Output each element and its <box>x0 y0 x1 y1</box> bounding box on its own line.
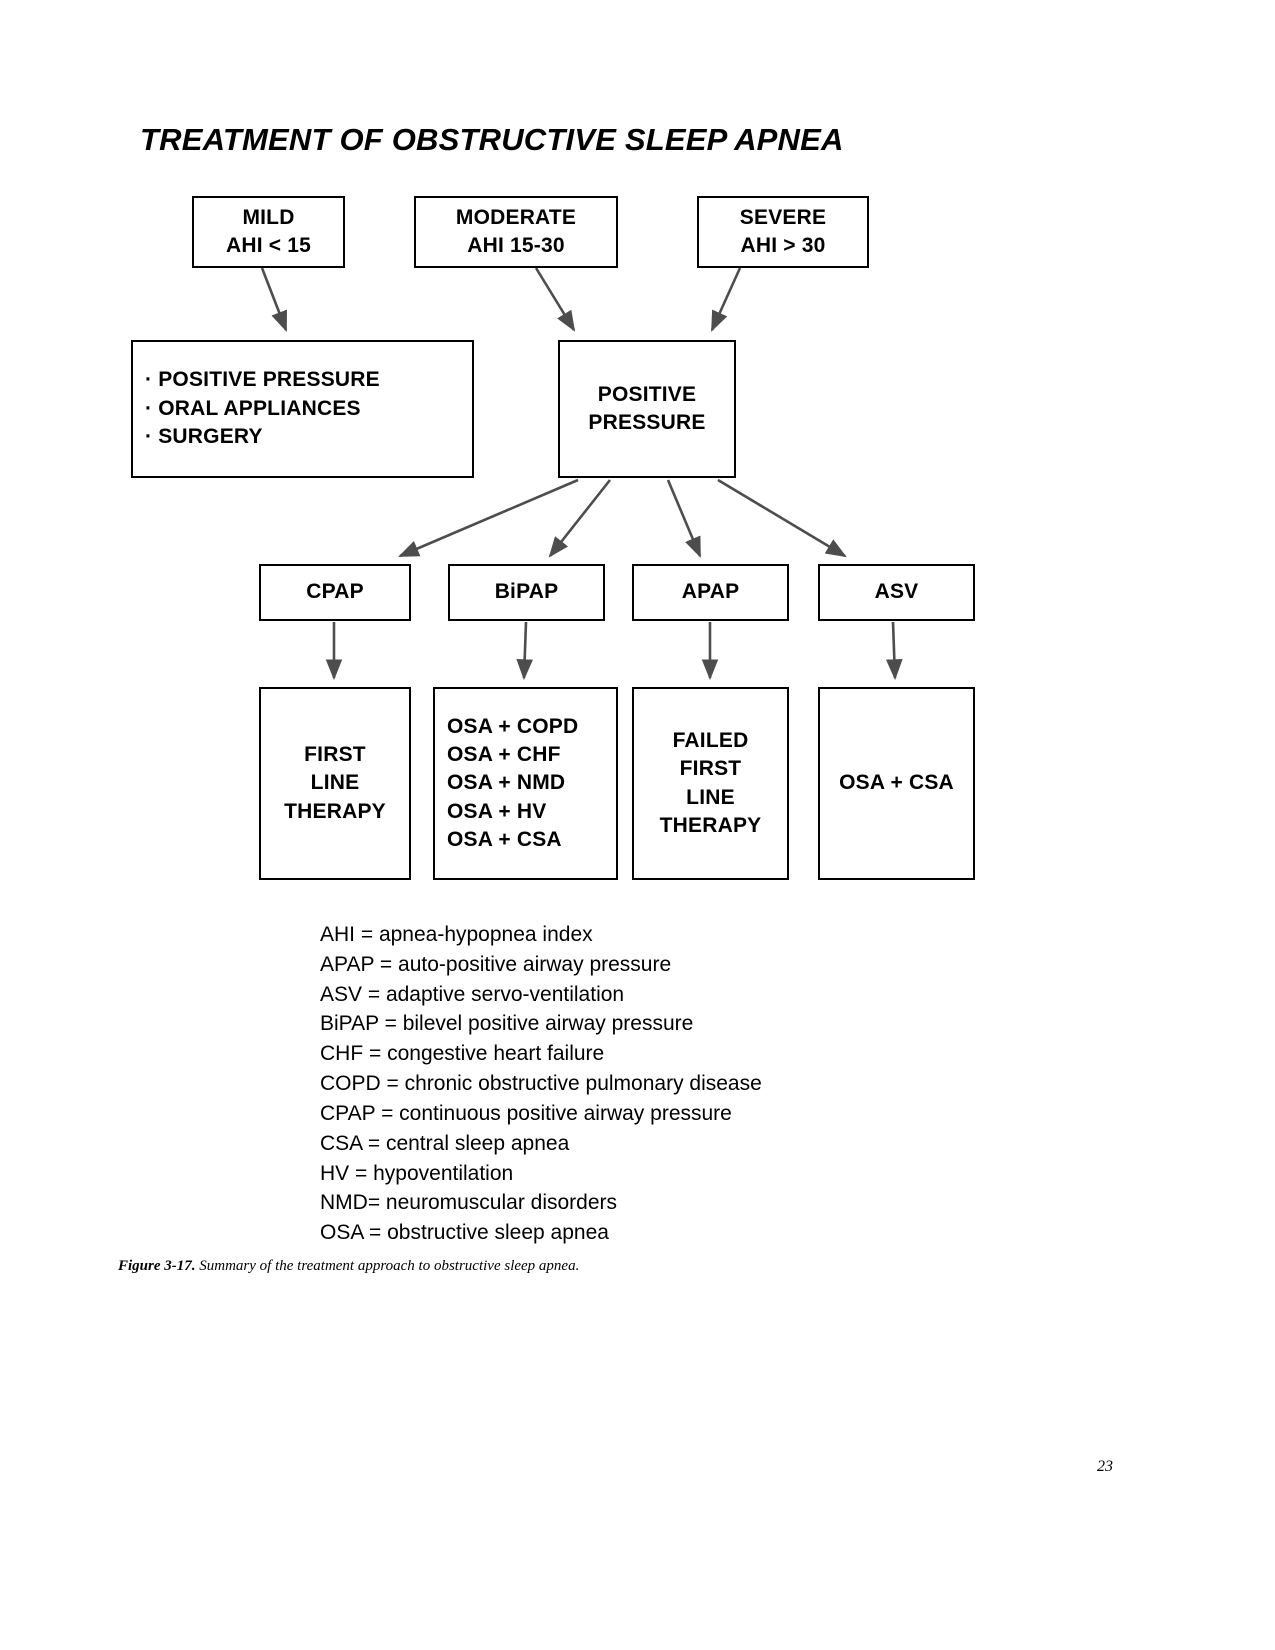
legend-item: AHI = apnea-hypopnea index <box>320 923 593 946</box>
page-number: 23 <box>1097 1458 1113 1475</box>
figure-title: TREATMENT OF OBSTRUCTIVE SLEEP APNEA <box>140 122 844 157</box>
arrow-pp-to-cpap <box>400 480 578 556</box>
figure-caption-label: Figure 3-17. <box>118 1258 196 1274</box>
legend-item: CHF = congestive heart failure <box>320 1042 605 1066</box>
arrow-bipap-to-use <box>524 622 526 678</box>
node-asv-label: ASV <box>874 580 919 604</box>
legend-item: CSA = central sleep apnea <box>320 1131 570 1155</box>
arrow-severe-to-pp <box>712 268 740 330</box>
node-severe <box>697 196 869 268</box>
node-cpap-indication-label: FIRST LINE THERAPY <box>284 742 386 823</box>
node-positive-pressure <box>558 340 736 478</box>
node-mild-label: MILD AHI < 15 <box>225 205 312 257</box>
node-apap <box>632 564 789 621</box>
legend-item: OSA = obstructive sleep apnea <box>320 1221 609 1245</box>
node-apap-label: APAP <box>681 580 740 604</box>
legend-item: NMD= neuromuscular disorders <box>320 1191 618 1215</box>
node-asv-indication <box>818 687 975 880</box>
node-cpap <box>259 564 411 621</box>
legend-item: HV = hypoventilation <box>320 1161 514 1185</box>
arrow-pp-to-apap <box>668 480 700 556</box>
node-cpap-label: CPAP <box>306 580 364 604</box>
node-severe-label: SEVERE AHI > 30 <box>739 205 827 257</box>
node-apap-indication <box>632 687 789 880</box>
legend-item: BiPAP = bilevel positive airway pressure <box>320 1012 694 1036</box>
legend-item: APAP = auto-positive airway pressure <box>320 952 672 976</box>
figure-caption-text: Summary of the treatment approach to obstructive sleep apnea. <box>199 1258 580 1274</box>
node-cpap-indication <box>259 687 411 880</box>
node-moderate-label: MODERATE AHI 15-30 <box>455 205 577 257</box>
node-bipap-indication <box>433 687 618 880</box>
legend-item: ASV = adaptive servo-ventilation <box>320 982 625 1006</box>
node-bipap-label: BiPAP <box>494 580 559 604</box>
node-bipap-indication-label: OSA + COPD OSA + CHF OSA + NMD OSA + HV OSA + CSA <box>447 714 579 852</box>
figure-caption <box>118 1258 579 1275</box>
node-mild-treatments <box>131 340 474 478</box>
node-asv-indication-label: OSA + CSA <box>839 771 954 795</box>
arrow-mild-to-treatments <box>262 268 286 330</box>
node-apap-indication-label: FAILED FIRST LINE THERAPY <box>659 728 762 837</box>
legend-item: COPD = chronic obstructive pulmonary disease <box>320 1072 762 1096</box>
arrow-moderate-to-pp <box>536 268 574 330</box>
abbreviation-legend <box>320 920 762 1248</box>
node-bipap <box>448 564 605 621</box>
node-mild-treatments-label: · POSITIVE PRESSURE · ORAL APPLIANCES · SURGERY <box>145 368 380 449</box>
arrow-asv-to-use <box>893 622 895 678</box>
legend-item: CPAP = continuous positive airway pressure <box>320 1101 732 1125</box>
arrow-pp-to-bipap <box>550 480 610 556</box>
node-mild <box>192 196 345 268</box>
node-positive-pressure-label: POSITIVE PRESSURE <box>588 382 706 434</box>
arrow-pp-to-asv <box>718 480 845 556</box>
node-moderate <box>414 196 618 268</box>
node-asv <box>818 564 975 621</box>
